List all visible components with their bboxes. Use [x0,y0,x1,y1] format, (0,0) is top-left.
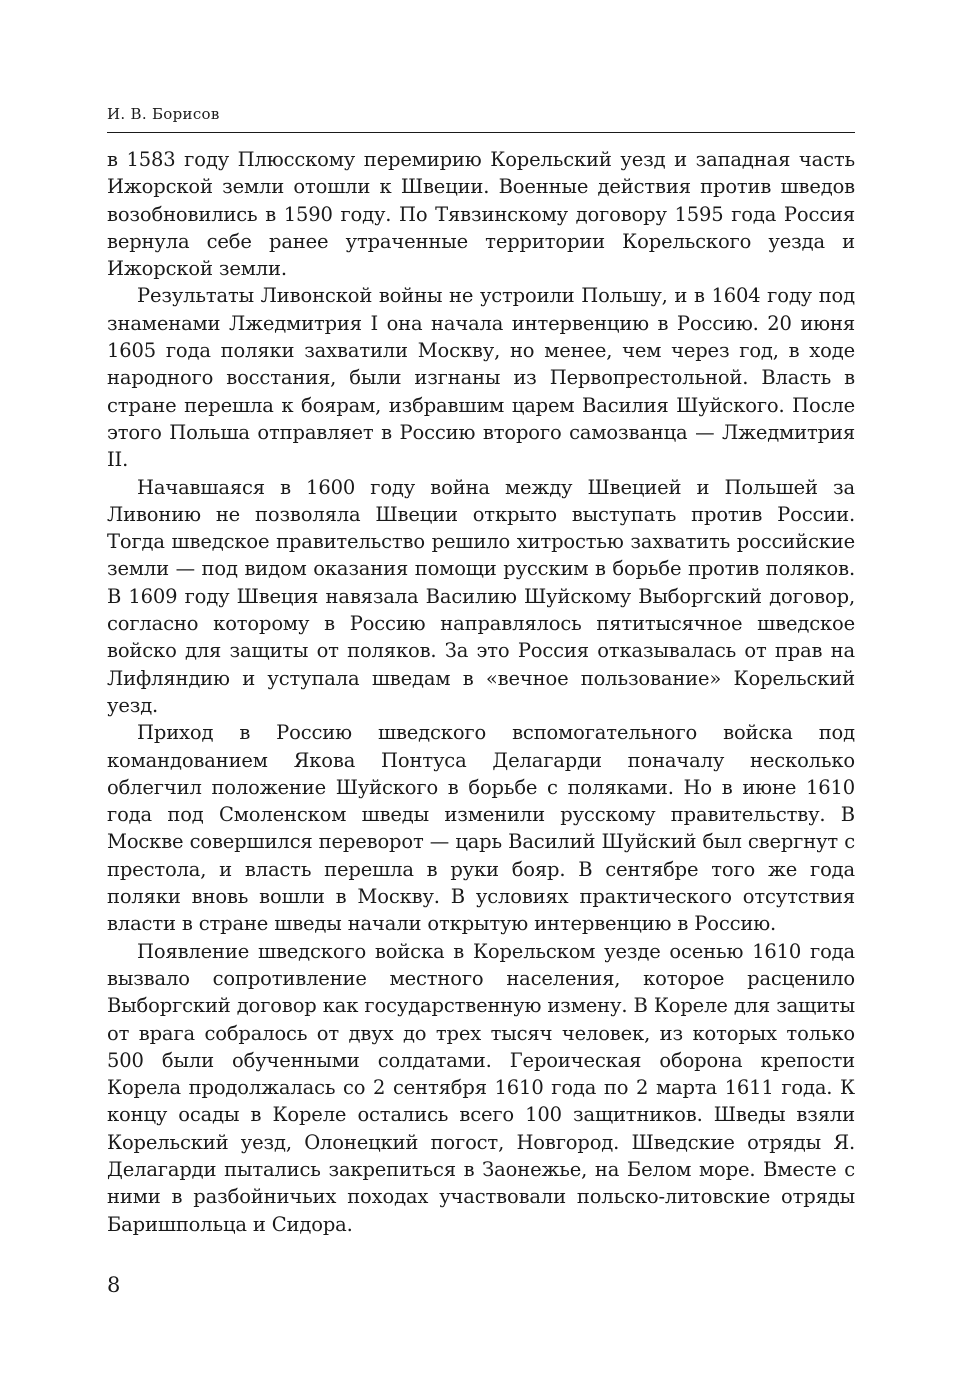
paragraph: Начавшаяся в 1600 году война между Швецией и Польшей за Ливонию не позволяла Швеции открыто выступать против России. Тогда шведское правительство решило хитростью захватить российские земли — под видом оказания помощи русским в борьбе против поляков. В 1609 году Швеция навязала Василию Шуйскому Выборгский договор, согласно которому в Россию направлялось пятитысячное шведское войско для защиты от поляков. За это Россия отказывалась от прав на Лифляндию и уступала шведам в «вечное пользование» Корельский уезд. [107,475,855,717]
running-head-author: И. В. Борисов [107,105,220,123]
page-number: 8 [107,1273,121,1297]
paragraph: Появление шведского войска в Корельском уезде осенью 1610 года вызвало сопротивление местного населения, которое расценило Выборгский договор как государственную измену. В Кореле для защиты от врага собралось от двух до трех тысяч человек, из которых только 500 были обученными солдатами. Героическая оборона крепости Корела продолжалась со 2 сентября 1610 года по 2 марта 1611 года. К концу осады в Кореле остались всего 100 защитников. Шведы взяли Корельский уезд, Олонецкий погост, Новгород. Шведские отряды Я. Делагарди пытались закрепиться в Заонежье, на Белом море. Вместе с ними в разбойничьих походах участвовали польско-литовские отряды Баришпольца и Сидора. [107,939,855,1236]
paragraph: Приход в Россию шведского вспомогательного войска под командованием Якова Понтуса Делагарди поначалу несколько облегчил положение Шуйского в борьбе с поляками. Но в июне 1610 года под Смоленском шведы изменили русскому правительству. В Москве совершился переворот — царь Василий Шуйский был свергнут с престола, и власть перешла в руки бояр. В сентябре того же года поляки вновь вошли в Москву. В условиях практического отсутствия власти в стране шведы начали открытую интервенцию в Россию. [107,721,855,936]
paragraph-continuation: в 1583 году Плюсскому перемирию Корельский уезд и западная часть Ижорской земли отошли к Швеции. Военные действия против шведов возобновились в 1590 году. По Тявзинскому договору 1595 года Россия вернула себе ранее утраченные территории Корельского уезда и Ижорской земли. [107,148,855,281]
header-rule [107,132,855,133]
body-text [107,146,855,1238]
paragraph: Результаты Ливонской войны не устроили Польшу, и в 1604 году под знаменами Лжедмитрия I она начала интервенцию в Россию. 20 июня 1605 года поляки захватили Москву, но менее, чем через год, в ходе народного восстания, были изгнаны из Первопрестольной. Власть в стране перешла к боярам, избравшим царем Василия Шуйского. После этого Польша отправляет в Россию второго самозванца — Лжедмитрия II. [107,284,855,472]
